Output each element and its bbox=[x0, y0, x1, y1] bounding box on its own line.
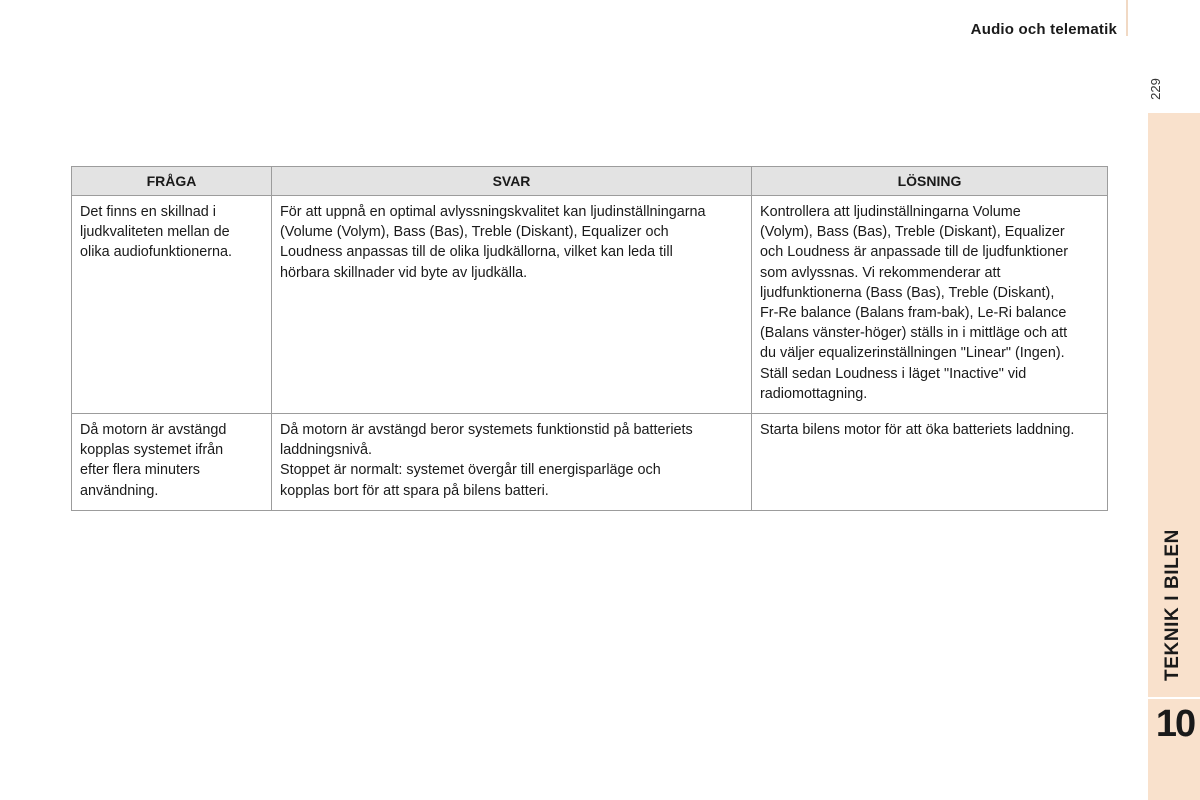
solution-cell-line: Kontrollera att ljudinställningarna Volume bbox=[760, 204, 1021, 220]
solution-cell-line: och Loudness är anpassade till de ljudfunktioner bbox=[760, 244, 1069, 261]
question-cell bbox=[72, 414, 272, 511]
page-number: 229 bbox=[1147, 78, 1163, 100]
answer-cell-line: För att uppnå en optimal avlyssningskvalitet kan ljudinställningarna bbox=[280, 204, 706, 220]
answer-cell-line: (Volume (Volym), Bass (Bas), Treble (Diskant), Equalizer och bbox=[280, 224, 669, 241]
solution-cell bbox=[752, 196, 1108, 414]
answer-cell-line: hörbara skillnader vid byte av ljudkälla. bbox=[280, 264, 528, 281]
solution-cell bbox=[752, 414, 1108, 511]
question-cell-line: ljudkvaliteten mellan de bbox=[80, 224, 230, 241]
table-row bbox=[72, 414, 1108, 511]
column-header-question: FRÅGA bbox=[72, 167, 272, 196]
question-cell-line: Då motorn är avstängd bbox=[80, 422, 227, 439]
column-header-answer: SVAR bbox=[272, 167, 752, 196]
answer-cell-line: Stoppet är normalt: systemet övergår till energisparläge och bbox=[280, 462, 661, 479]
question-cell-line: kopplas systemet ifrån bbox=[80, 442, 224, 459]
solution-cell-line: radiomottagning. bbox=[760, 385, 868, 402]
troubleshooting-table bbox=[71, 166, 1108, 511]
question-cell-line: efter flera minuters bbox=[80, 462, 200, 479]
question-cell bbox=[72, 196, 272, 414]
section-title: Audio och telematik bbox=[970, 21, 1117, 38]
header-divider bbox=[1126, 0, 1128, 36]
table-row bbox=[72, 196, 1108, 414]
chapter-title: TEKNIK I BILEN bbox=[1162, 529, 1183, 681]
solution-cell-line: Fr-Re balance (Balans fram-bak), Le-Ri balance bbox=[760, 305, 1067, 322]
question-cell-line: olika audiofunktionerna. bbox=[80, 244, 233, 261]
chapter-number: 10 bbox=[1155, 703, 1195, 745]
answer-cell-line: kopplas bort för att spara på bilens batteri. bbox=[280, 482, 549, 499]
answer-cell bbox=[272, 414, 752, 511]
table-header-row bbox=[72, 167, 1108, 196]
column-header-solution: LÖSNING bbox=[752, 167, 1108, 196]
solution-cell-line: du väljer equalizerinställningen "Linear" (Ingen). bbox=[760, 345, 1065, 362]
chapter-tab-divider bbox=[1148, 697, 1200, 699]
solution-cell-line: (Balans vänster-höger) ställs in i mittläge och att bbox=[760, 325, 1068, 342]
solution-cell-line: (Volym), Bass (Bas), Treble (Diskant), Equalizer bbox=[760, 224, 1065, 241]
solution-cell-line: Ställ sedan Loudness i läget "Inactive" vid bbox=[760, 365, 1027, 382]
answer-cell-line: laddningsnivå. bbox=[280, 442, 373, 459]
question-cell-line: användning. bbox=[80, 482, 159, 499]
solution-cell-line: ljudfunktionerna (Bass (Bas), Treble (Diskant), bbox=[760, 284, 1055, 301]
answer-cell bbox=[272, 196, 752, 414]
answer-cell-line: Då motorn är avstängd beror systemets funktionstid på batteriets bbox=[280, 422, 693, 439]
question-cell-line: Det finns en skillnad i bbox=[80, 204, 216, 220]
solution-cell-line: som avlyssnas. Vi rekommenderar att bbox=[760, 264, 1001, 281]
answer-cell-line: Loudness anpassas till de olika ljudkällorna, vilket kan leda till bbox=[280, 244, 673, 261]
solution-cell-line: Starta bilens motor för att öka batteriets laddning. bbox=[760, 422, 1075, 439]
